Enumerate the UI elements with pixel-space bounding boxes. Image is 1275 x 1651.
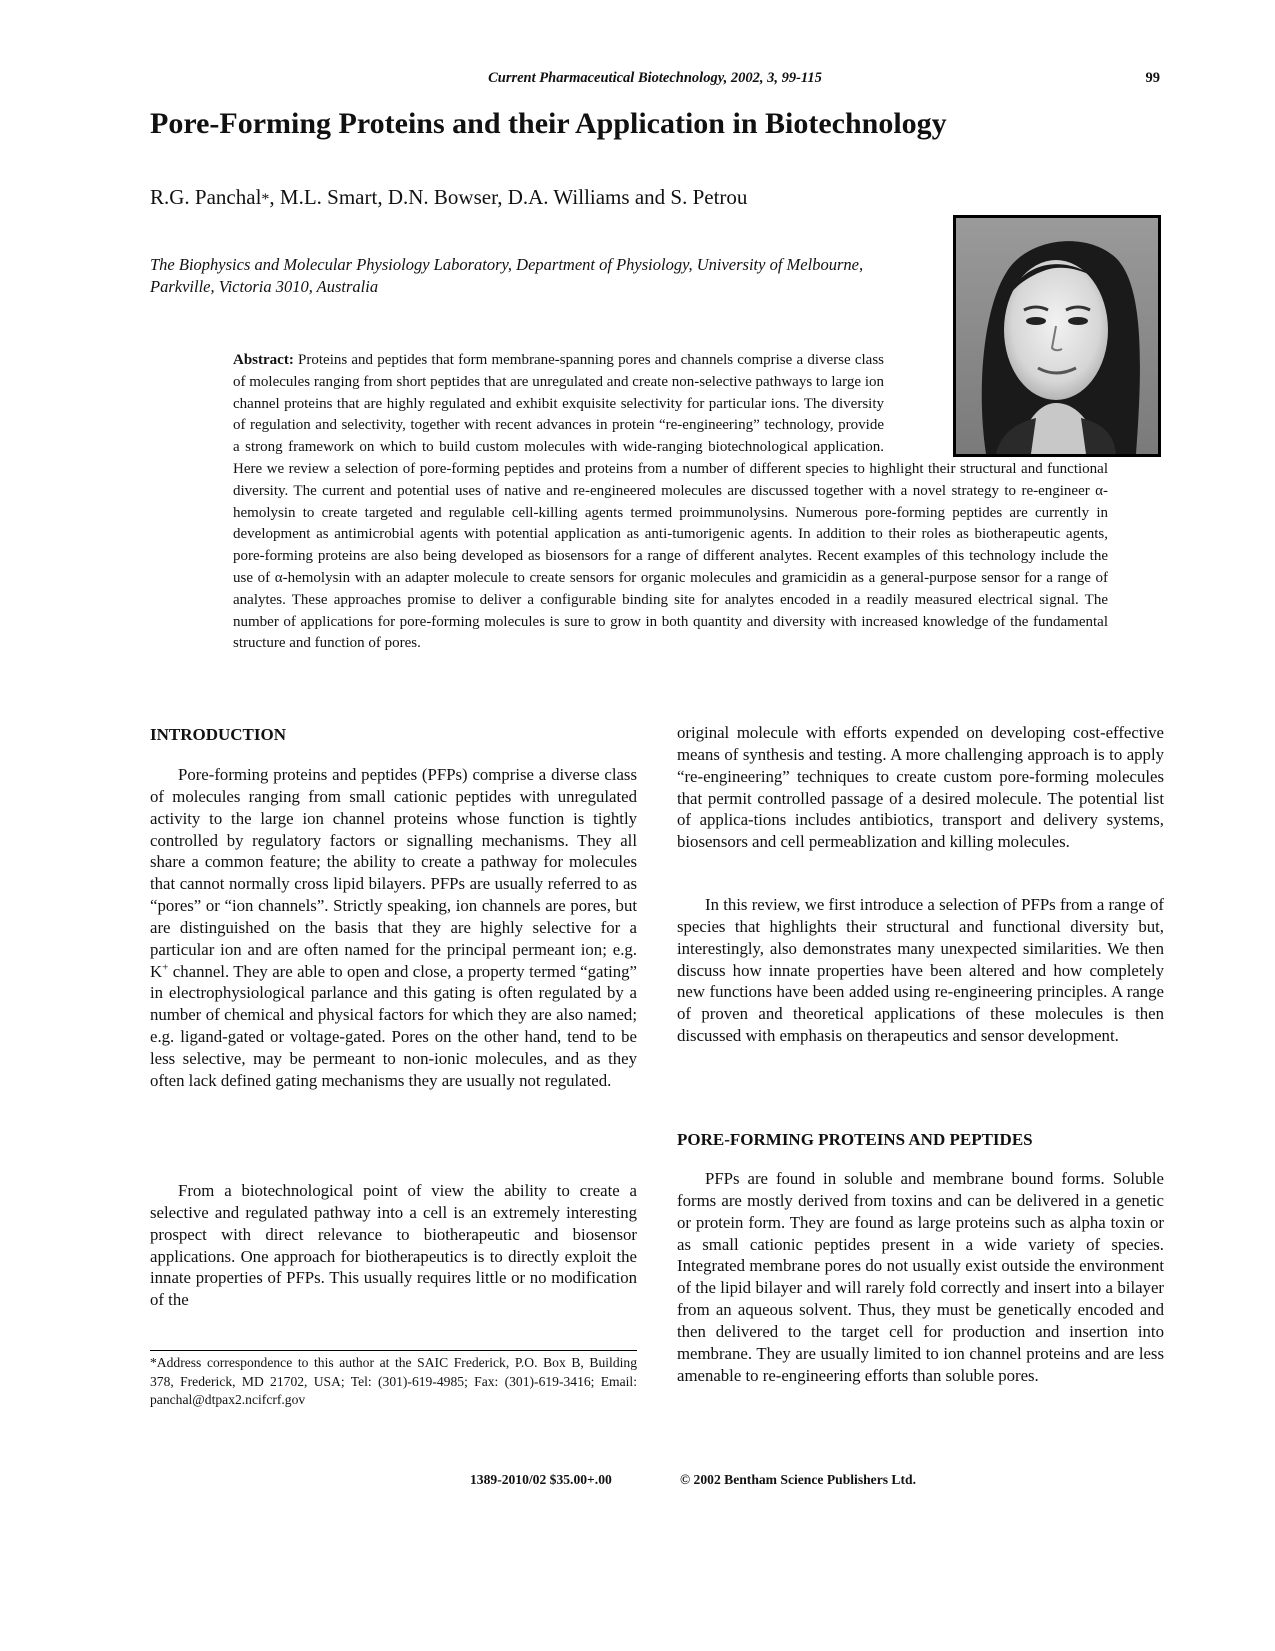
issn-price: 1389-2010/02 $35.00+.00 [470,1472,612,1487]
footnote-divider [150,1350,637,1351]
page-number: 99 [1145,70,1160,86]
abstract [233,350,1108,655]
author-list [150,184,910,213]
affiliation-line-2: Parkville, Victoria 3010, Australia [150,277,379,296]
pfp-paragraph-1 [677,1168,1164,1386]
section-heading-pore-forming: PORE-FORMING PROTEINS AND PEPTIDES [677,1130,1033,1149]
article-title: Pore-Forming Proteins and their Application in Biotechnology [150,107,947,140]
abstract-label: Abstract: [233,352,294,368]
running-head [150,66,1160,88]
affiliation-line-1: The Biophysics and Molecular Physiology Laboratory, Department of Physiology, University of Melbourne, [150,255,864,274]
section-heading-introduction: INTRODUCTION [150,725,287,744]
intro-paragraph-3 [677,722,1164,853]
co-authors: , M.L. Smart, D.N. Bowser, D.A. Williams and S. Petrou [269,185,748,209]
intro-paragraph-2 [150,1180,637,1311]
intro-p1-text-b: channel. They are able to open and close, a property termed “gating” in electrophysiological parlance and this gating is often regulated by a number of chemical and physical factors for which they are also named; e.g. ligand-gated or voltage-gated. Pores on the other hand, tend to be less selective, may be permeant to non-ionic molecules, and as they often lack defined gating mechanisms they are usually not regulated. [150,961,637,1090]
intro-p4-text: In this review, we first introduce a selection of PFPs from a range of species that highlights their structural and functional diversity but, interestingly, also demonstrates many unexpected similarities. We then discuss how innate properties have been altered and how completely new functions have been added using re-engineering principles. A range of proven and theoretical applications of these molecules is then discussed with emphasis on therapeutics and sensor development. [677,895,1164,1046]
intro-p3-text: original molecule with efforts expended on developing cost-effective means of synthesis and testing. A more challenging approach is to apply “re-engineering” techniques to create custom pore-forming molecules that permit controlled passage of a desired molecule. The potential list of applica-tions includes antibiotics, transport and delivery systems, biosensors and cell permeablization and killing molecules. [677,723,1164,852]
affiliation [150,254,940,298]
intro-paragraph-4 [677,894,1164,1047]
intro-p2-text: From a biotechnological point of view the ability to create a selective and regulated pathway into a cell is an extremely interesting prospect with direct relevance to biotherapeutic and biosensor applications. One approach for biotherapeutics is to directly exploit the innate properties of PFPs. This usually requires little or no modification of the [150,1181,637,1310]
photo-wrap-spacer [884,350,1108,458]
first-author: R.G. Panchal [150,185,262,209]
journal-citation: Current Pharmaceutical Biotechnology, 2002, 3, 99-115 [488,70,822,86]
page-footer [150,1472,1160,1492]
pfp-p1-text: PFPs are found in soluble and membrane bound forms. Soluble forms are mostly derived from toxins and can be delivered in a genetic or protein form. They are found as large proteins such as alpha toxin or as small cationic peptides present in a wide variety of species. Integrated membrane pores do not usually exist outside the environment of the lipid bilayer and will rarely fold correctly and insert into a bilayer from an aqueous solvent. Thus, they must be genetically encoded and then delivered to the target cell for production and insertion into membrane. They are usually limited to ion channel proteins and are less amenable to re-engineering efforts than soluble pores. [677,1169,1164,1385]
correspondence-footnote: *Address correspondence to this author at the SAIC Frederick, P.O. Box B, Building 378, Frederick, MD 21702, USA; Tel: (301)-619-4985; Fax: (301)-619-3416; Email: panchal@dtpax2.ncifcrf.gov [150,1355,637,1407]
abstract-text: Proteins and peptides that form membrane-spanning pores and channels comprise a diverse class of molecules ranging from short peptides that are unregulated and create non-selective pathways to large ion channel proteins that are highly regulated and exhibit exquisite selectivity for particular ions. The diversity of regulation and selectivity, together with recent advances in protein “re-engineering” technology, provide a strong framework on which to build custom molecules with wide-ranging biotechnological application. Here we review a selection of pore-forming peptides and proteins from a number of different species to highlight their structural and functional diversity. The current and potential uses of native and re-engineered molecules are discussed together with a novel strategy to re-engineer α-hemolysin to create targeted and regulable cell-killing agents termed proimmunolysins. Numerous pore-forming peptides are currently in development as antimicrobial agents with potential application as anti-tumorigenic agents. In addition to their roles as biotherapeutic agents, pore-forming proteins are also being developed as biosensors for a range of different analytes. Recent examples of this technology include the use of α-hemolysin with an adapter molecule to create sensors for organic molecules and gramicidin as a general-purpose sensor for a range of analytes. These approaches promise to deliver a configurable binding site for analytes encoded in a readily measured electrical signal. The number of applications for pore-forming molecules is sure to grow in both quantity and diversity with increased knowledge of the fundamental structure and function of pores. [233,352,1108,652]
copyright-notice: © 2002 Bentham Science Publishers Ltd. [680,1472,916,1487]
intro-p1-text-a: Pore-forming proteins and peptides (PFPs) comprise a diverse class of molecules ranging from small cationic peptides with unregulated activity to the large ion channel proteins whose function is tightly controlled by regulatory factors or signalling mechanisms. They all share a common feature; the ability to create a pathway for molecules that cannot normally cross lipid bilayers. PFPs are usually referred to as “pores” or “ion channels”. Strictly speaking, ion channels are pores, but are distinguished on the basis that they are highly selective for a particular ion and are often named for the principal permeant ion; e.g. K [150,765,637,981]
corresponding-author-marker: * [261,191,270,208]
intro-paragraph-1 [150,764,637,1092]
potassium-superscript: + [162,961,169,973]
